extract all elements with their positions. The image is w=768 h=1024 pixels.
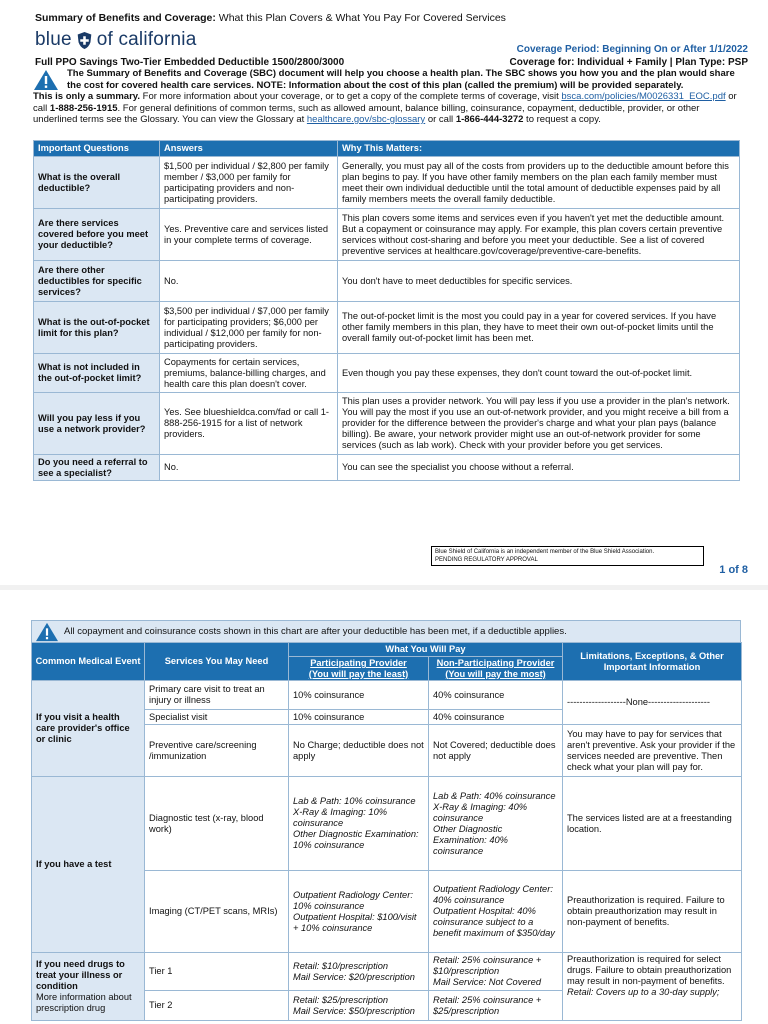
header-questions: Important Questions: [34, 141, 160, 157]
page-number: 1 of 8: [719, 564, 748, 576]
why-cell: Even though you pay these expenses, they don't count toward the out-of-pocket limit.: [338, 354, 740, 393]
table-row: [32, 777, 742, 871]
service-cell: Tier 1: [145, 953, 289, 991]
participating-cell: Retail: $10/prescription Mail Service: $20/prescription: [289, 953, 429, 991]
why-cell: This plan uses a provider network. You will pay less if you use a provider in the plan's network. You will pay the most if you use an out-of-network provider, and you might receive a bill from a provider for the difference between the provider's charge and what your plan pays (balance billing). Be aware, your network provider might use an out-of-network provider for some services (such as lab work). Check with your provider before you get services.: [338, 393, 740, 455]
participating-cell: Outpatient Radiology Center: 10% coinsurance Outpatient Hospital: $100/visit + 10% coinsurance: [289, 871, 429, 953]
limitations-cell: Preauthorization is required. Failure to obtain preauthorization may result in non-payment of benefits.: [563, 871, 742, 953]
participating-cell: Lab & Path: 10% coinsurance X-Ray & Imaging: 10% coinsurance Other Diagnostic Examination: 10% coinsurance: [289, 777, 429, 871]
sbc-page-2: [0, 590, 768, 1024]
question-cell: Are there other deductibles for specific services?: [34, 261, 160, 302]
eoc-link[interactable]: bsca.com/policies/M0026331_EOC.pdf: [561, 91, 726, 102]
logo-text-right: of california: [96, 29, 197, 50]
limitations-cell: The services listed are at a freestanding location.: [563, 777, 742, 871]
why-cell: The out-of-pocket limit is the most you could pay in a year for covered services. If you have other family members in this plan, they have to meet their own out-of-pocket limits until the overall family out-of-pocket limit has been met.: [338, 302, 740, 354]
logo-text-left: blue: [35, 29, 72, 50]
why-cell: Generally, you must pay all of the costs from providers up to the deductible amount before this plan begins to pay. If you have other family members on the plan each family member must meet their own individual deductible until the total amount of deductible expenses paid by all family members meets the overall family deductible.: [338, 157, 740, 209]
non-participating-cell: Retail: 25% coinsurance + $25/prescription: [429, 991, 563, 1021]
question-cell: What is not included in the out-of-pocket limit?: [34, 354, 160, 393]
table-row: [34, 157, 740, 209]
header-limitations: Limitations, Exceptions, & Other Important Information: [563, 643, 742, 681]
shield-logo-icon: [76, 31, 93, 50]
non-participating-cell: 40% coinsurance: [429, 710, 563, 725]
coverage-for: Coverage for: Individual + Family | Plan Type: PSP: [509, 57, 748, 68]
plan-name: Full PPO Savings Two-Tier Embedded Deductible 1500/2800/3000: [35, 57, 345, 68]
deductible-notice-text: All copayment and coinsurance costs shown in this chart are after your deductible has been met, if a deductible applies.: [64, 626, 567, 637]
service-cell: Primary care visit to treat an injury or illness: [145, 681, 289, 710]
table-row: [34, 302, 740, 354]
question-cell: Do you need a referral to see a specialist?: [34, 455, 160, 481]
header-answers: Answers: [160, 141, 338, 157]
answer-cell: $3,500 per individual / $7,000 per family for participating providers; $6,000 per individual / $12,000 per family for non-participating providers.: [160, 302, 338, 354]
table-row: [34, 455, 740, 481]
intro-line-2: This is only a summary. For more information about your coverage, or to get a copy of the complete terms of coverage, visit bsca.com/policies/M0026331_EOC.pdf or call 1-888-256-1915. For general definitions of common terms, such as allowed amount, balance billing, coinsurance, copayment, deductible, provider, or other underlined terms see the Glossary. You can view the Glossary at healthcare.gov/sbc-glossary or call 1-866-444-3272 to request a copy.: [33, 91, 737, 125]
common-medical-events-table: [31, 642, 742, 1021]
why-cell: You can see the specialist you choose without a referral.: [338, 455, 740, 481]
table-row: [34, 393, 740, 455]
non-participating-cell: Outpatient Radiology Center: 40% coinsurance Outpatient Hospital: 40% coinsurance subject to a benefit maximum of $350/day: [429, 871, 563, 953]
regulatory-disclaimer: [431, 546, 704, 566]
table-row: [34, 261, 740, 302]
header-why: Why This Matters:: [338, 141, 740, 157]
warning-icon: [35, 621, 59, 643]
coverage-period: Coverage Period: Beginning On or After 1/1/2022: [516, 44, 748, 55]
answer-cell: Copayments for certain services, premiums, balance-billing charges, and health care this plan doesn't cover.: [160, 354, 338, 393]
limitations-cell: Preauthorization is required for select drugs. Failure to obtain preauthorization may result in non-payment of benefits. Retail: Covers up to a 30-day supply;: [563, 953, 742, 1021]
limitations-cell: You may have to pay for services that aren't preventive. Ask your provider if the services needed are preventive. Then check what your plan will pay for.: [563, 725, 742, 777]
why-cell: You don't have to meet deductibles for specific services.: [338, 261, 740, 302]
deductible-notice: [31, 620, 741, 644]
limitations-cell: -------------------None--------------------: [563, 681, 742, 725]
non-participating-cell: 40% coinsurance: [429, 681, 563, 710]
question-cell: What is the overall deductible?: [34, 157, 160, 209]
header-what-you-pay: What You Will Pay: [289, 643, 563, 657]
blue-shield-logo: [35, 29, 197, 51]
participating-cell: 10% coinsurance: [289, 681, 429, 710]
intro-line-1: The Summary of Benefits and Coverage (SBC) document will help you choose a health plan. The SBC shows you how you and the plan would share the cost for covered health care services. NOTE: Information about the cost of this plan (called the premium) will be provided separately.: [67, 68, 735, 91]
participating-cell: Retail: $25/prescription Mail Service: $50/prescription: [289, 991, 429, 1021]
question-cell: What is the out-of-pocket limit for this plan?: [34, 302, 160, 354]
event-cell: If you have a test: [32, 777, 145, 953]
non-participating-cell: Retail: 25% coinsurance + $10/prescription Mail Service: Not Covered: [429, 953, 563, 991]
pending-approval-text: PENDING REGULATORY APPROVAL: [435, 557, 538, 563]
table-row: [34, 354, 740, 393]
service-cell: Tier 2: [145, 991, 289, 1021]
header-participating: Participating Provider (You will pay the least): [289, 657, 429, 681]
answer-cell: No.: [160, 261, 338, 302]
answer-cell: No.: [160, 455, 338, 481]
service-cell: Preventive care/screening /immunization: [145, 725, 289, 777]
table-row: [32, 681, 742, 710]
event-cell: If you visit a health care provider's office or clinic: [32, 681, 145, 777]
header-services: Services You May Need: [145, 643, 289, 681]
service-cell: Diagnostic test (x-ray, blood work): [145, 777, 289, 871]
answer-cell: Yes. See blueshieldca.com/fad or call 1-888-256-1915 for a list of network providers.: [160, 393, 338, 455]
question-cell: Are there services covered before you meet your deductible?: [34, 209, 160, 261]
document-title: Summary of Benefits and Coverage: What this Plan Covers & What You Pay For Covered Services: [35, 12, 506, 24]
participating-cell: 10% coinsurance: [289, 710, 429, 725]
answer-cell: $1,500 per individual / $2,800 per family member / $3,000 per family for participating providers and non-participating providers.: [160, 157, 338, 209]
non-participating-cell: Not Covered; deductible does not apply: [429, 725, 563, 777]
service-cell: Imaging (CT/PET scans, MRIs): [145, 871, 289, 953]
question-cell: Will you pay less if you use a network provider?: [34, 393, 160, 455]
participating-cell: No Charge; deductible does not apply: [289, 725, 429, 777]
disclaimer-text: Blue Shield of California is an independent member of the Blue Shield Association.: [435, 549, 655, 555]
table-row: [32, 953, 742, 991]
service-cell: Specialist visit: [145, 710, 289, 725]
table-row: [34, 209, 740, 261]
header-event: Common Medical Event: [32, 643, 145, 681]
event-cell: If you need drugs to treat your illness or condition More information about prescription drug: [32, 953, 145, 1021]
warning-icon: [33, 68, 59, 92]
why-cell: This plan covers some items and services even if you haven't yet met the deductible amount. But a copayment or coinsurance may apply. For example, this plan covers certain preventive services without cost-sharing and before you meet your deductible. See a list of covered preventive services at healthcare.gov/coverage/preventive-care-benefits.: [338, 209, 740, 261]
important-questions-table: [33, 140, 740, 481]
intro-notice: [33, 68, 739, 126]
glossary-link[interactable]: healthcare.gov/sbc-glossary: [306, 114, 426, 125]
header-non-participating: Non-Participating Provider (You will pay the most): [429, 657, 563, 681]
non-participating-cell: Lab & Path: 40% coinsurance X-Ray & Imaging: 40% coinsurance Other Diagnostic Examination: 40% coinsurance: [429, 777, 563, 871]
answer-cell: Yes. Preventive care and services listed in your complete terms of coverage.: [160, 209, 338, 261]
